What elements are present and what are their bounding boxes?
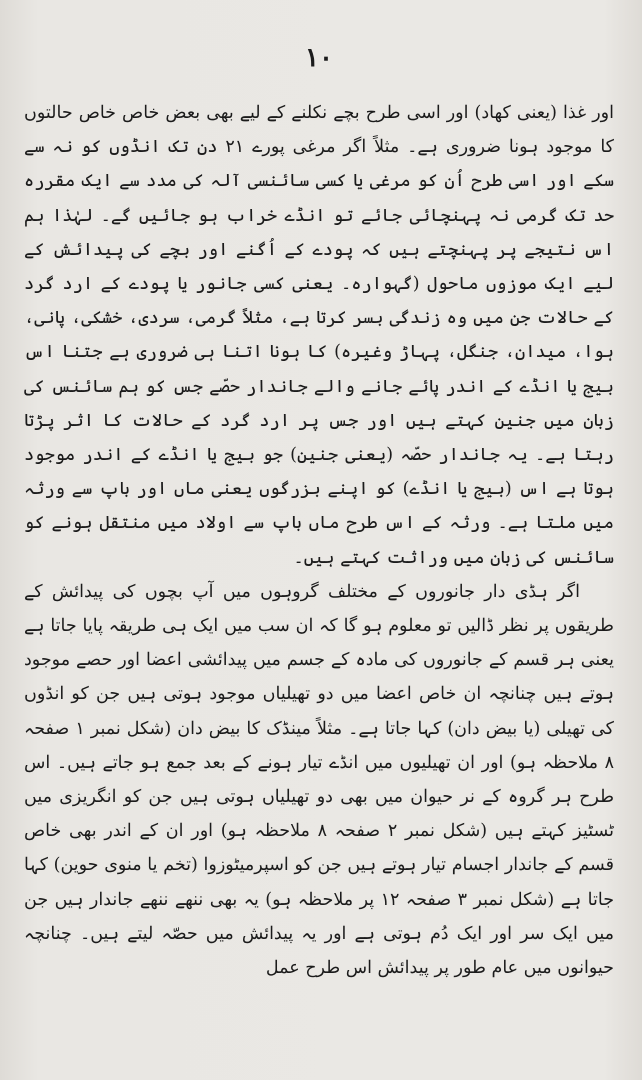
paragraph: اور غذا (یعنی کھاد) اور اسی طرح بچے نکلنے کے لیے بھی بعض خاص خاص حالتوں کا موجود ہونا ضروری ہے۔ مثلاً اگر مرغی پورے ۲۱ دن تک انڈوں کو نہ سے سکے اور اسی طرح اُن کو مرغی یا کسی سائنسی آلہ کی مدد سے ایک مقررہ حد تک گرمی نہ پہنچائی جائے تو انڈے خراب ہو جائیں گے۔ لہٰذا ہم اس نتیجے پر پہنچتے ہیں کہ پودے کے اُگنے اور بچے کی پیدائش کے لیے ایک موزوں ماحول (گہوارہ۔ یعنی کسی جانور یا پودے کے ارد گرد کے حالات جن میں وہ زندگی بسر کرتا ہے، مثلاً گرمی، سردی، خشکی، پانی، ہوا، میدان، جنگل، پہاڑ وغیرہ) کا ہونا اتنا ہی ضروری ہے جتنا اس بیج یا انڈے کے اندر پائے جانے والے جاندار حصّے جس کو ہم سائنس کی زبان میں جنین کہتے ہیں اور جس پر ارد گرد کے حالات کا اثر پڑتا رہتا ہے۔ یہ جاندار حصّہ (یعنی جنین) جو بیج یا انڈے کے اندر موجود ہوتا ہے اس (بیج یا انڈے) کو اپنے بزرگوں یعنی ماں اور باپ سے ورثہ میں ملتا ہے۔ ورثہ کے اس طرح ماں باپ سے اولاد میں منتقل ہونے کو سائنس کی زبان میں وراثت کہتے ہیں۔ — [24, 103, 614, 568]
page-body — [24, 96, 614, 985]
page-number: ۱۰ — [305, 43, 333, 73]
paragraph: اگر ہڈی دار جانوروں کے مختلف گروہوں میں آپ بچوں کی پیدائش کے طریقوں پر نظر ڈالیں تو معلوم ہو گا کہ ان سب میں ایک ہی طریقہ پایا جاتا ہے یعنی ہر قسم کے جانوروں کی مادہ کے جسم میں پیدائشی اعضا اور حصے موجود ہوتے ہیں چنانچہ ان خاص اعضا میں دو تھیلیاں موجود ہوتی ہیں جن کو انڈوں کی تھیلی (یا بیض دان) کہا جاتا ہے۔ مثلاً مینڈک کا بیض دان (شکل نمبر ۱ صفحہ ۸ ملاحظہ ہو) اور ان تھیلیوں میں انڈے تیار ہونے کے بعد جمع ہو جاتے ہیں۔ اس طرح ہر گروہ کے نر حیوان میں بھی دو تھیلیاں ہوتی ہیں جن کو انگریزی میں ٹسٹیز کہتے ہیں (شکل نمبر ۲ صفحہ ۸ ملاحظہ ہو) اور ان کے اندر بھی خاص قسم کے جاندار اجسام تیار ہوتے ہیں جن کو اسپرمیٹوزوا (تخم یا منوی حوین) کہا جاتا ہے (شکل نمبر ۳ صفحہ ۱۲ پر ملاحظہ ہو) یہ بھی ننھے ننھے جاندار ہیں جن میں ایک سر اور ایک دُم ہوتی ہے اور یہ پیدائش میں حصّہ لیتے ہیں۔ چنانچہ حیوانوں میں عام طور پر پیدائش اس طرح عمل — [24, 581, 615, 979]
